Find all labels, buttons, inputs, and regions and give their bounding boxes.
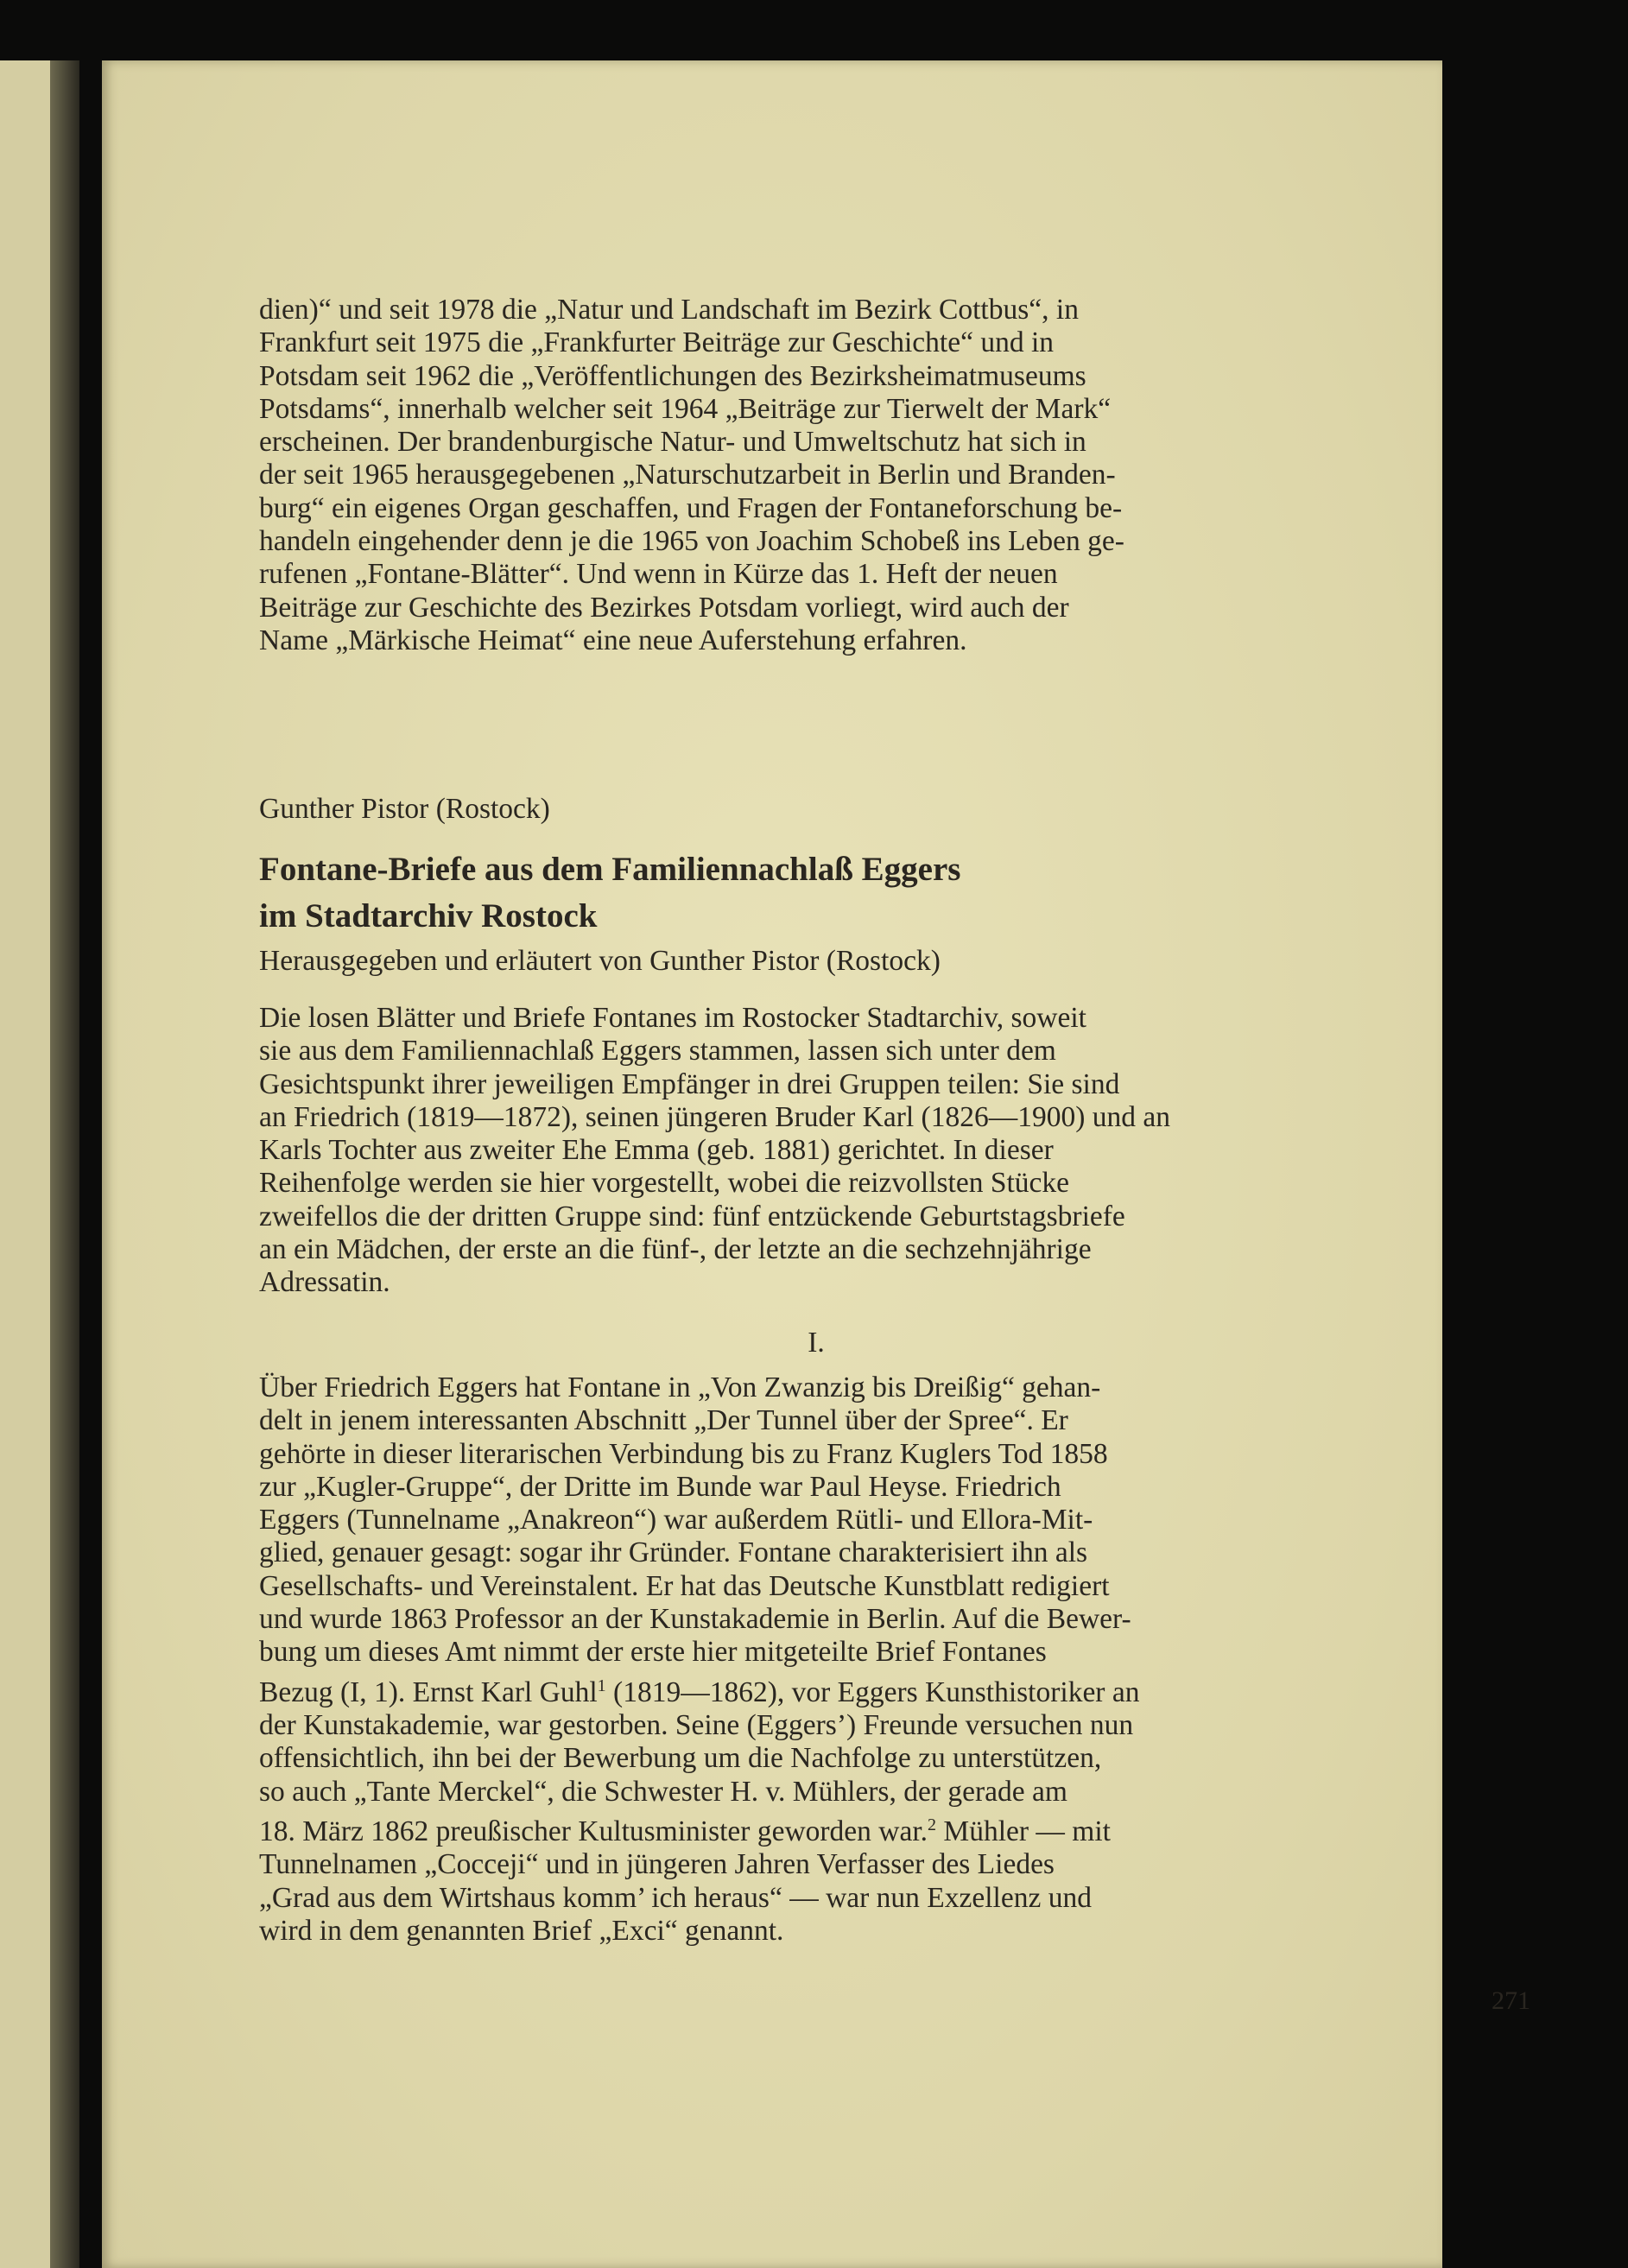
text-line: Frankfurt seit 1975 die „Frankfurter Beiträge zur Geschichte“ und in <box>259 326 1055 359</box>
text-line: Gesichtspunkt ihrer jeweiligen Empfänger in drei Gruppen teilen: Sie sind <box>259 1067 1120 1100</box>
text-line: Eggers (Tunnelname „Anakreon“) war außerdem Rütli- und Ellora-Mit- <box>259 1504 1093 1536</box>
text-line: Karls Tochter aus zweiter Ehe Emma (geb. 1881) gerichtet. In dieser <box>259 1134 1054 1167</box>
article-author: Gunther Pistor (Rostock) <box>259 793 550 825</box>
text-fragment: Mühler — mit <box>936 1815 1111 1848</box>
text-line: gehörte in dieser literarischen Verbindung bis zu Franz Kuglers Tod 1858 <box>259 1437 1108 1470</box>
text-line: erscheinen. Der brandenburgische Natur- und Umweltschutz hat sich in <box>259 426 1086 459</box>
text-line: bung um dieses Amt nimmt der erste hier mitgeteilte Brief Fontanes <box>259 1636 1047 1669</box>
article-title <box>259 846 960 940</box>
text-line: Reihenfolge werden sie hier vorgestellt, wobei die reizvollsten Stücke <box>259 1167 1070 1200</box>
text-line: „Grad aus dem Wirtshaus komm’ ich heraus“ — war nun Exzellenz und <box>259 1881 1092 1914</box>
section-number: I. <box>808 1327 825 1359</box>
article-subtitle: Herausgegeben und erläutert von Gunther Pistor (Rostock) <box>259 945 941 977</box>
text-line: der seit 1965 herausgegebenen „Naturschutzarbeit in Berlin und Branden- <box>259 459 1116 491</box>
text-fragment: (1819—1862), vor Eggers Kunsthistoriker an <box>605 1676 1140 1708</box>
adjacent-page-edge <box>0 60 50 2268</box>
text-line: Die losen Blätter und Briefe Fontanes im Rostocker Stadtarchiv, soweit <box>259 1002 1086 1034</box>
text-line: burg“ ein eigenes Organ geschaffen, und Fragen der Fontaneforschung be- <box>259 491 1123 524</box>
text-line: Über Friedrich Eggers hat Fontane in „Von Zwanzig bis Dreißig“ gehan- <box>259 1372 1101 1403</box>
text-fragment: Bezug (I, 1). Ernst Karl Guhl <box>259 1676 598 1708</box>
text-line: sie aus dem Familiennachlaß Eggers stammen, lassen sich unter dem <box>259 1035 1056 1067</box>
title-line: Fontane-Briefe aus dem Familiennachlaß Eggers <box>259 851 961 888</box>
text-line: zur „Kugler-Gruppe“, der Dritte im Bunde war Paul Heyse. Friedrich <box>259 1470 1061 1503</box>
text-fragment: 18. März 1862 preußischer Kultusminister geworden war. <box>259 1815 928 1848</box>
footnote-marker: 1 <box>597 1676 606 1695</box>
text-line <box>259 1669 1139 1709</box>
text-line: Gesellschafts- und Vereinstalent. Er hat das Deutsche Kunstblatt redigiert <box>259 1569 1110 1602</box>
text-line: Beiträge zur Geschichte des Bezirkes Potsdam vorliegt, wird auch der <box>259 591 1069 624</box>
text-line: an Friedrich (1819—1872), seinen jüngeren Bruder Karl (1826—1900) und an <box>259 1100 1170 1133</box>
text-line: dien)“ und seit 1978 die „Natur und Landschaft im Bezirk Cottbus“, in <box>259 294 1079 326</box>
text-line: offensichtlich, ihn bei der Bewerbung um die Nachfolge zu unterstützen, <box>259 1742 1102 1775</box>
page-number: 271 <box>1492 1986 1530 2015</box>
text-line: zweifellos die der dritten Gruppe sind: fünf entzückende Geburtstagsbriefe <box>259 1200 1125 1232</box>
text-line: Adressatin. <box>259 1266 390 1299</box>
text-line: Potsdam seit 1962 die „Veröffentlichungen des Bezirksheimatmuseums <box>259 359 1086 392</box>
binding-shadow <box>50 60 79 2268</box>
text-line: delt in jenem interessanten Abschnitt „Der Tunnel über der Spree“. Er <box>259 1404 1068 1437</box>
text-line: glied, genauer gesagt: sogar ihr Gründer. Fontane charakterisiert ihn als <box>259 1536 1088 1569</box>
text-line: Tunnelnamen „Cocceji“ und in jüngeren Jahren Verfasser des Liedes <box>259 1848 1055 1881</box>
text-line: handeln eingehender denn je die 1965 von Joachim Schobeß ins Leben ge- <box>259 525 1124 558</box>
text-line: Name „Märkische Heimat“ eine neue Auferstehung erfahren. <box>259 624 967 656</box>
text-line: an ein Mädchen, der erste an die fünf-, der letzte an die sechzehnjährige <box>259 1233 1092 1266</box>
text-line: der Kunstakademie, war gestorben. Seine (Eggers’) Freunde versuchen nun <box>259 1709 1134 1742</box>
text-line: wird in dem genannten Brief „Exci“ genannt. <box>259 1915 784 1948</box>
text-line: rufenen „Fontane-Blätter“. Und wenn in Kürze das 1. Heft der neuen <box>259 558 1058 591</box>
text-line <box>259 1809 1139 1848</box>
title-line: im Stadtarchiv Rostock <box>259 897 598 934</box>
footnote-marker: 2 <box>928 1815 937 1835</box>
intro-paragraph <box>259 294 1124 657</box>
text-line: Potsdams“, innerhalb welcher seit 1964 „Beiträge zur Tierwelt der Mark“ <box>259 392 1112 425</box>
text-line: und wurde 1863 Professor an der Kunstakademie in Berlin. Auf die Bewer- <box>259 1603 1131 1636</box>
text-line: so auch „Tante Merckel“, die Schwester H. v. Mühlers, der gerade am <box>259 1775 1067 1808</box>
second-paragraph <box>259 1372 1139 1948</box>
book-page <box>102 60 1530 2268</box>
main-paragraph <box>259 1002 1170 1300</box>
